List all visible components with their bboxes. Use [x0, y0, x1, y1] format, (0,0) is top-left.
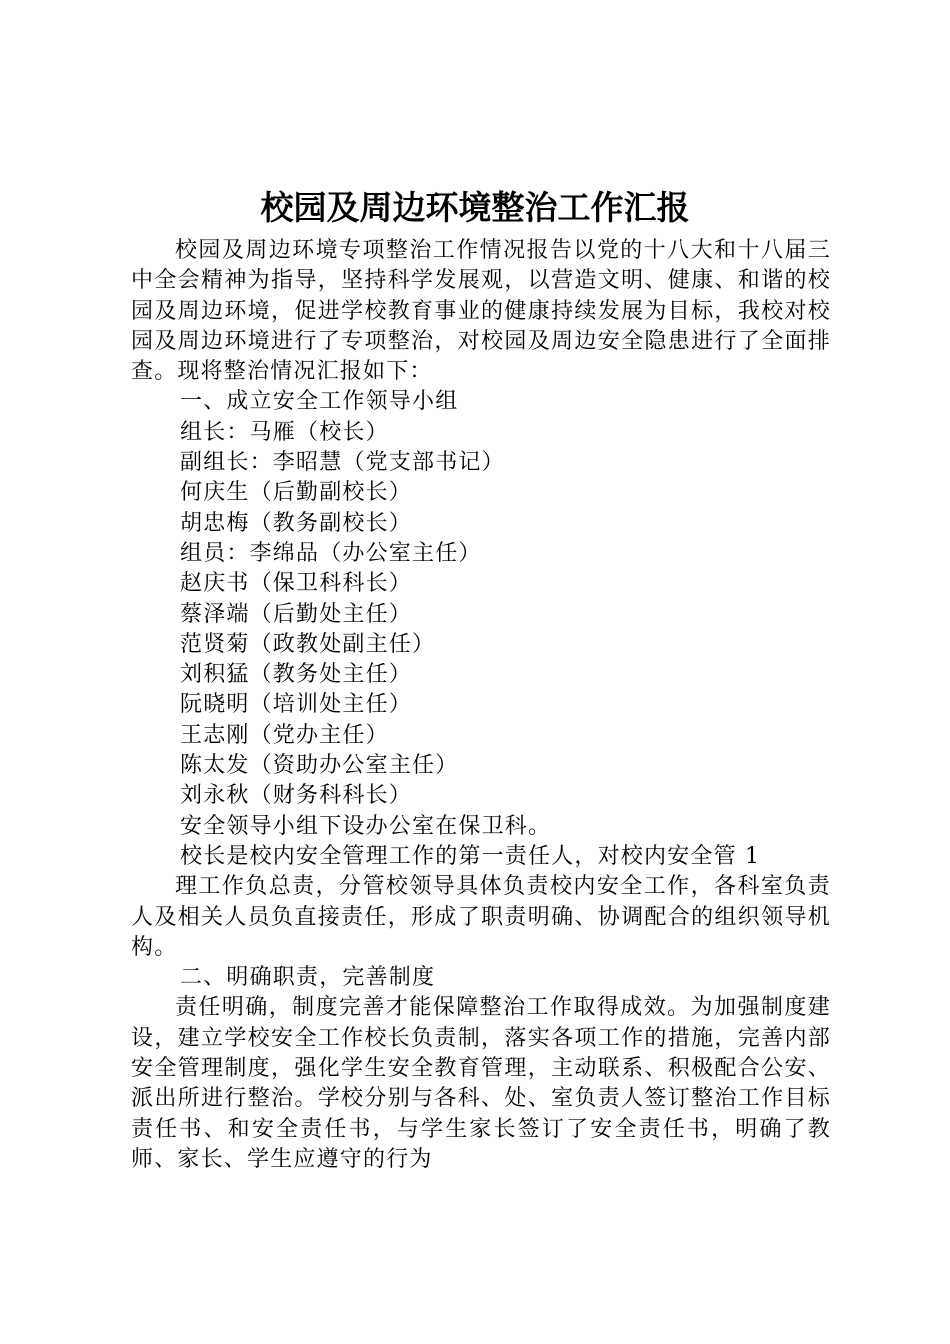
member-line: 组员：李绵品（办公室主任） [180, 540, 482, 566]
member-line: 副组长：李昭慧（党支部书记） [180, 450, 505, 476]
member-line: 范贤菊（政教处副主任） [180, 631, 436, 657]
section-heading-1: 一、成立安全工作领导小组 [180, 389, 459, 415]
principal-line: 校长是校内安全管理工作的第一责任人，对校内安全管 1 [180, 843, 761, 869]
member-line: 赵庆书（保卫科科长） [180, 571, 413, 597]
member-line: 阮晓明（培训处主任） [180, 692, 413, 718]
section2-paragraph: 责任明确，制度完善才能保障整治工作取得成效。为加强制度建设，建立学校安全工作校长负责制，落实各项工作的措施，完善内部安全管理制度，强化学生安全教育管理，主动联系、积极配合公安、派出所进行整治。学校分别与各科、处、室负责人签订整治工作目标责任书、和安全责任书，与学生家长签订了安全责任书，明确了教师、家长、学生应遵守的行为 [131, 995, 831, 1172]
principal-paragraph: 理工作负总责，分管校领导具体负责校内安全工作，各科室负责人及相关人员负直接责任，形成了职责明确、协调配合的组织领导机构。 [131, 874, 831, 960]
member-line: 刘积猛（教务处主任） [180, 662, 413, 688]
member-line: 组长：马雁（校长） [180, 419, 389, 445]
document-body [131, 236, 831, 1175]
section-heading-2: 二、明确职责，完善制度 [180, 965, 436, 991]
member-line: 胡忠梅（教务副校长） [180, 510, 413, 536]
member-line: 王志刚（党办主任） [180, 722, 389, 748]
office-note: 安全领导小组下设办公室在保卫科。 [180, 813, 552, 839]
document-title: 校园及周边环境整治工作汇报 [260, 188, 690, 227]
member-line: 何庆生（后勤副校长） [180, 480, 413, 506]
intro-paragraph: 校园及周边环境专项整治工作情况报告以党的十八大和十八届三中全会精神为指导，坚持科学发展观，以营造文明、健康、和谐的校园及周边环境，促进学校教育事业的健康持续发展为目标，我校对校园及周边环境进行了专项整治，对校园及周边安全隐患进行了全面排查。现将整治情况汇报如下： [131, 238, 831, 385]
member-line: 刘永秋（财务科科长） [180, 783, 413, 809]
member-line: 陈太发（资助办公室主任） [180, 753, 459, 779]
member-line: 蔡泽端（后勤处主任） [180, 601, 413, 627]
